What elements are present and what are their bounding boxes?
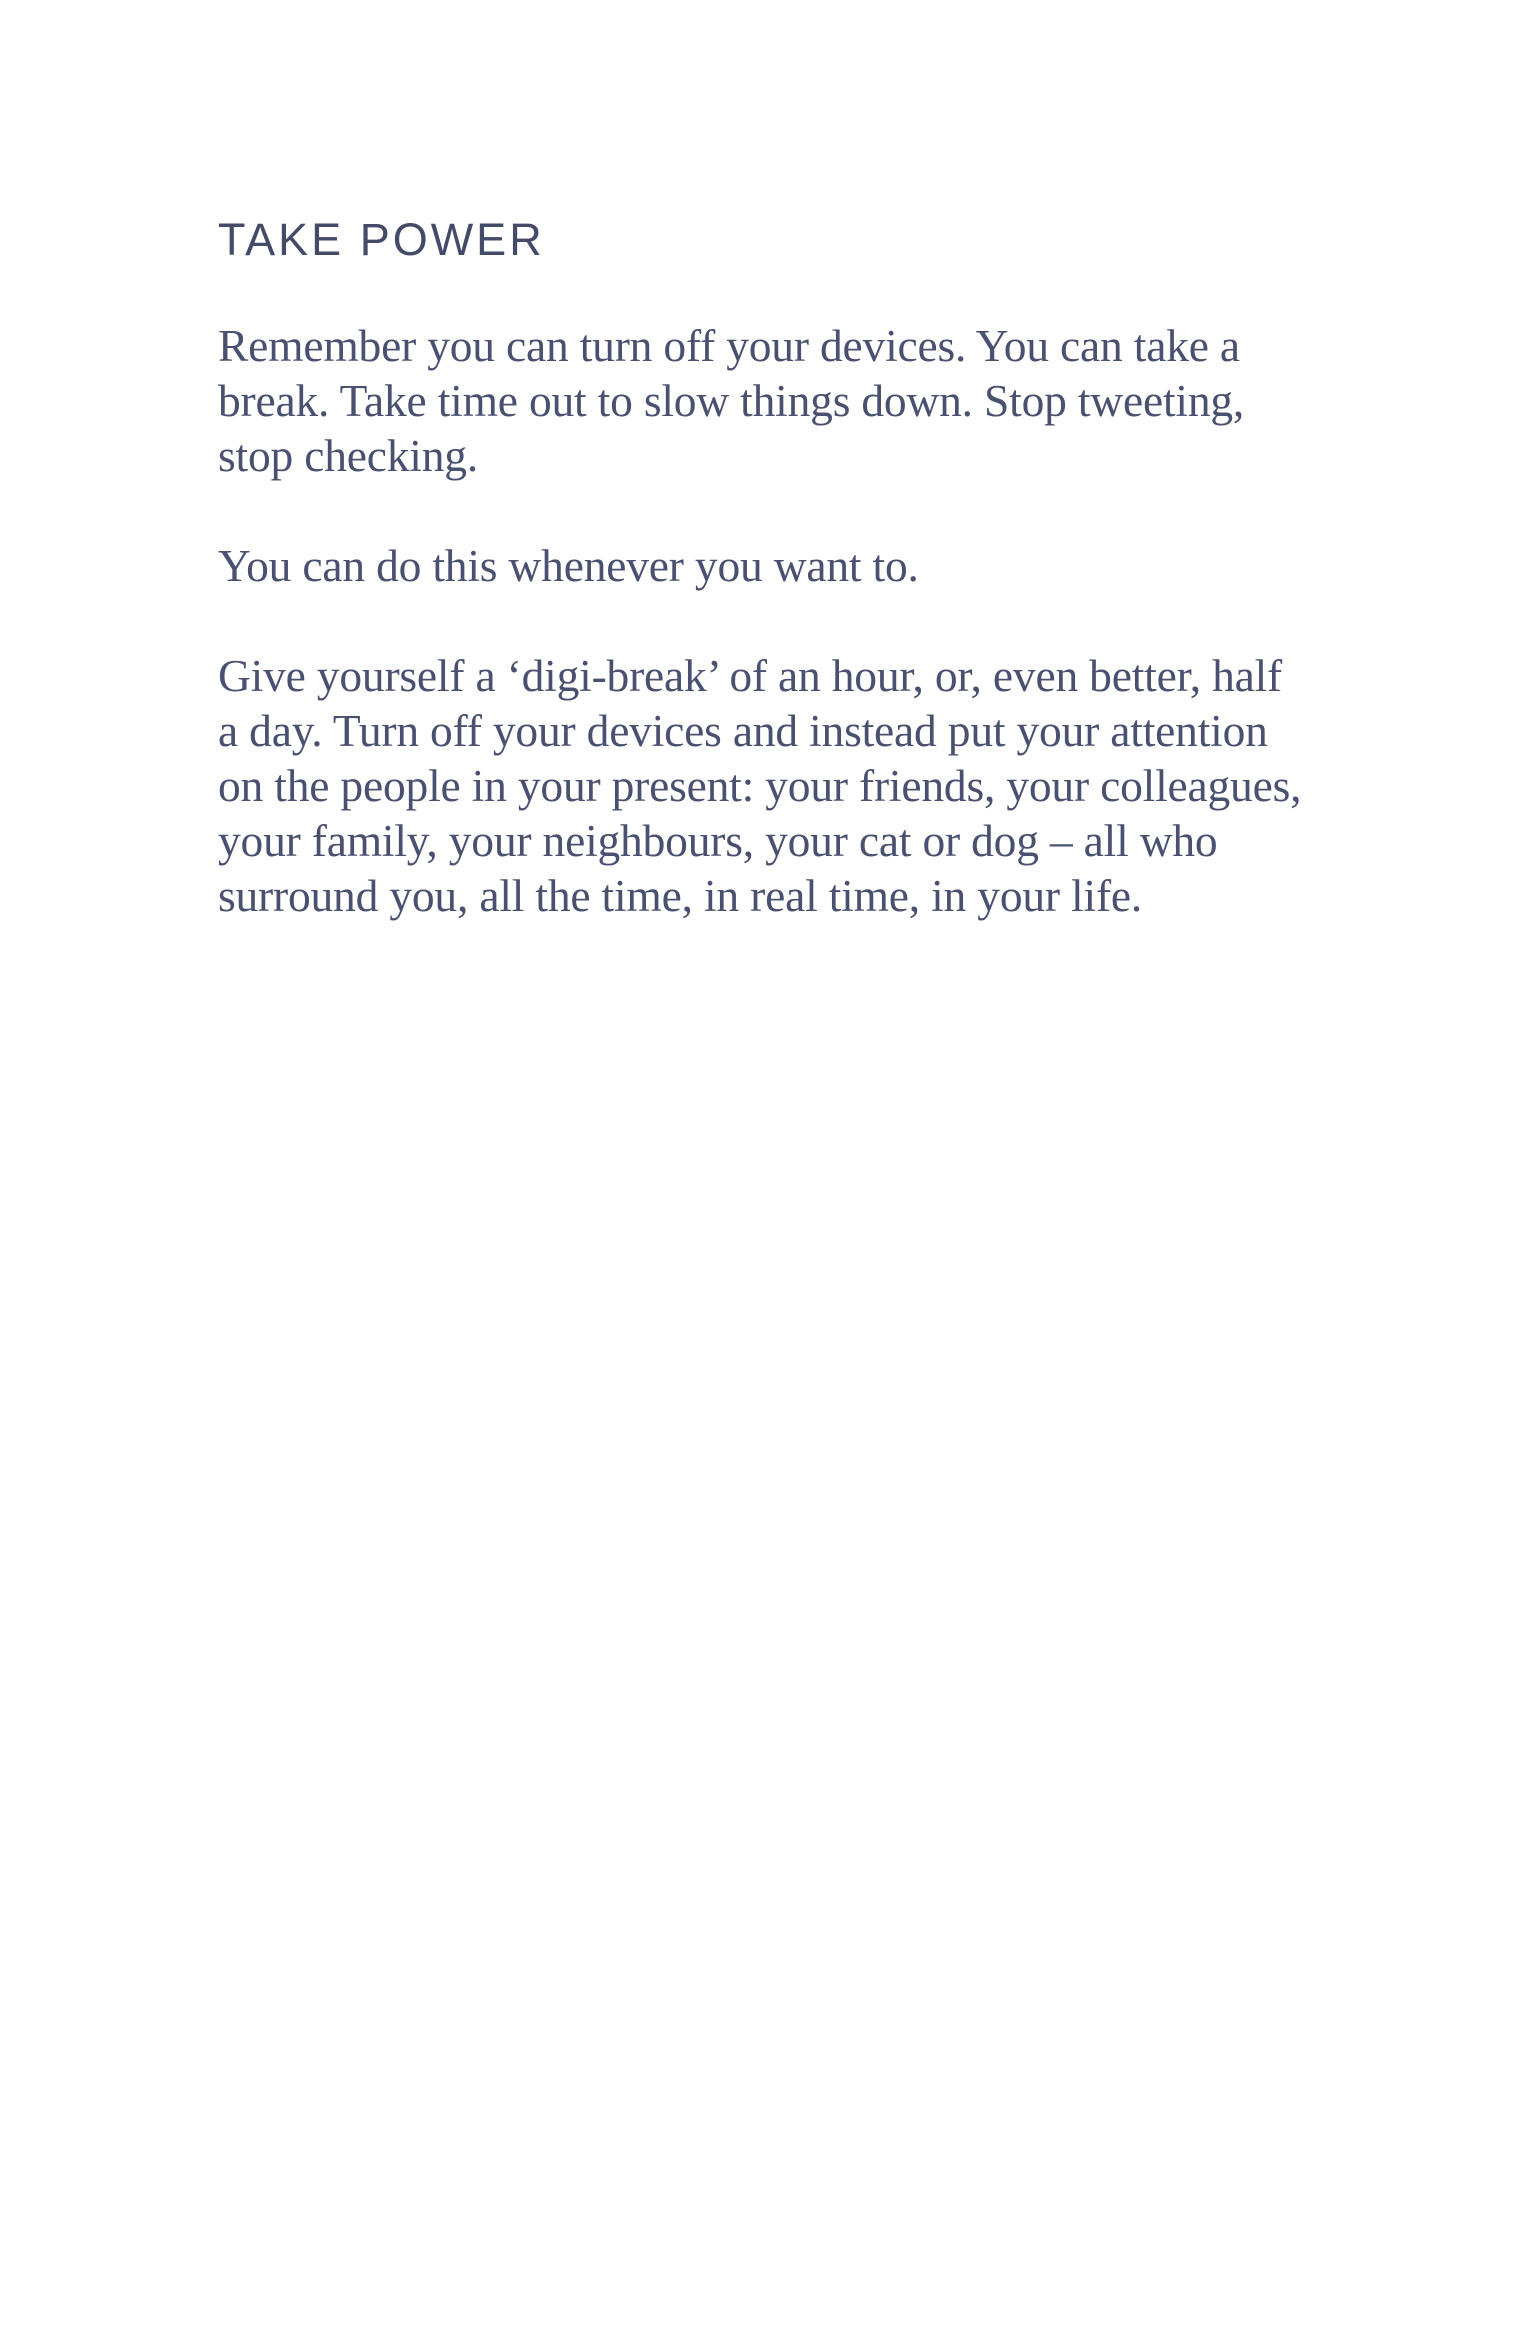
paragraph-line: a day. Turn off your devices and instead put your attention <box>218 705 1268 756</box>
paragraph-line: break. Take time out to slow things down. Stop tweeting, <box>218 375 1245 426</box>
paragraph-line: Give yourself a ‘digi-break’ of an hour, or, even better, half <box>218 650 1283 701</box>
paragraph-line: surround you, all the time, in real time, in your life. <box>218 870 1143 921</box>
paragraph-line: your family, your neighbours, your cat or dog – all who <box>218 815 1218 866</box>
page-content <box>218 208 1343 978</box>
paragraph-2 <box>218 538 1343 593</box>
paragraph-1 <box>218 318 1343 483</box>
paragraph-line: stop checking. <box>218 430 479 481</box>
paragraph-line: on the people in your present: your friends, your colleagues, <box>218 760 1302 811</box>
paragraph-line: You can do this whenever you want to. <box>218 540 919 591</box>
section-heading: TAKE POWER <box>218 214 545 265</box>
paragraph-line: Remember you can turn off your devices. You can take a <box>218 320 1240 371</box>
paragraph-3 <box>218 648 1343 923</box>
